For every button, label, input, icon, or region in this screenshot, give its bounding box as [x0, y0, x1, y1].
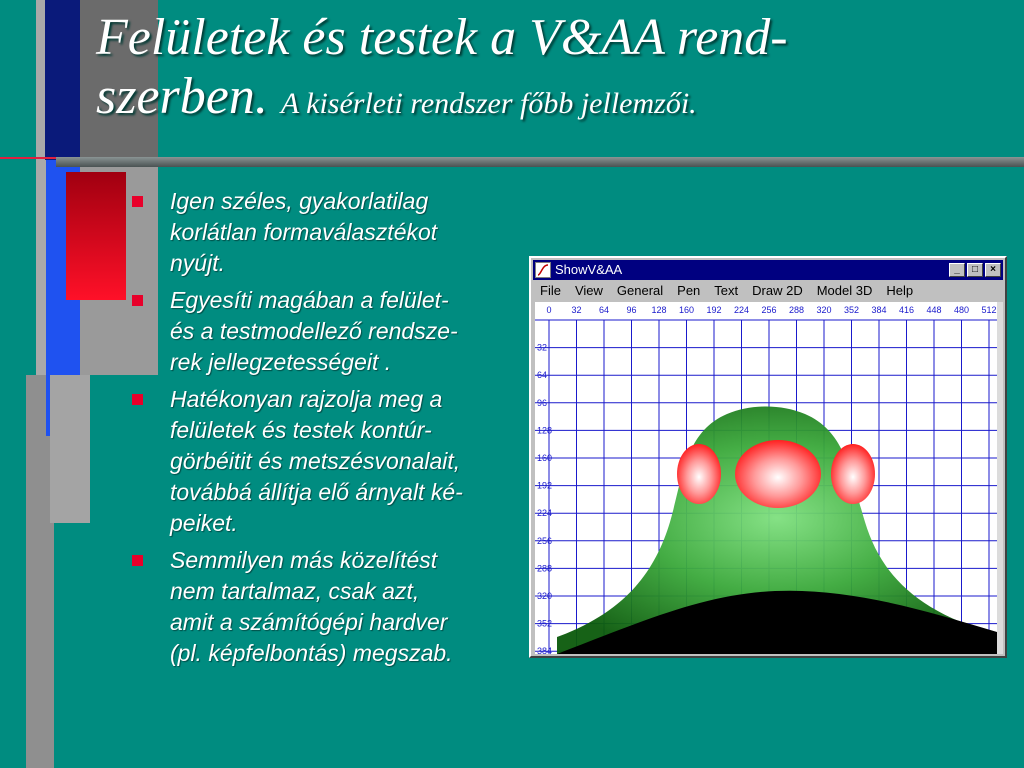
x-tick-label: 96 — [626, 305, 637, 315]
x-tick-label: 0 — [546, 305, 552, 315]
x-tick-label: 32 — [571, 305, 582, 315]
menu-text[interactable]: Text — [714, 283, 739, 298]
bullet-marker-icon — [132, 196, 143, 207]
title-line-1: Felületek és testek a V&AA rend- — [96, 9, 788, 66]
bullet-list — [130, 186, 530, 675]
bullet-item — [130, 545, 530, 669]
slide-title — [96, 8, 1016, 133]
red-highlight-center — [735, 440, 821, 508]
bullet-text: Egyesíti magában a felület- és a testmodellező rendsze- rek jellegzetességeit . — [170, 287, 458, 375]
menu-help[interactable]: Help — [886, 283, 914, 298]
bullet-item — [130, 285, 530, 378]
x-tick-label: 448 — [926, 305, 942, 315]
x-tick-label: 224 — [733, 305, 750, 315]
menu-general[interactable]: General — [616, 283, 664, 298]
y-tick-label: 32 — [537, 342, 548, 353]
red-highlight-right — [831, 444, 875, 504]
showvaa-window — [529, 256, 1007, 658]
menu-draw-2d[interactable]: Draw 2D — [752, 283, 803, 298]
x-tick-label: 192 — [706, 305, 722, 315]
menu-view[interactable]: View — [574, 283, 603, 298]
menu-model-3d[interactable]: Model 3D — [816, 283, 873, 298]
deco-bar-red — [66, 172, 126, 300]
deco-bar-navy — [45, 0, 80, 160]
surface-plot — [535, 302, 999, 654]
window-titlebar[interactable] — [533, 260, 1003, 280]
y-tick-label: 64 — [537, 370, 548, 381]
maximize-button[interactable]: □ — [967, 263, 983, 277]
x-tick-label: 64 — [598, 305, 610, 315]
drawing-area[interactable] — [535, 302, 999, 654]
y-tick-label: 320 — [537, 591, 553, 601]
deco-bar-gray-lower — [50, 375, 90, 523]
y-tick-label: 160 — [537, 453, 553, 463]
title-line-2 — [96, 68, 1016, 133]
title-subtitle: A kisérleti rendszer főbb jellemzői. — [280, 87, 697, 120]
red-highlight-left — [677, 444, 721, 504]
y-tick-label: 192 — [537, 480, 553, 491]
y-tick-label: 256 — [537, 535, 553, 546]
x-tick-label: 384 — [871, 305, 887, 315]
x-tick-label: 352 — [843, 305, 860, 315]
x-tick-label: 320 — [816, 305, 832, 315]
app-icon[interactable] — [535, 262, 551, 278]
x-tick-label: 512 — [981, 305, 997, 315]
bullet-text: Hatékonyan rajzolja meg a felületek és testek kontúr- görbéitit és metszésvonalait, továbbá állítja elő árnyalt ké- peiket. — [170, 386, 463, 536]
title-line-2-text: szerben. — [96, 68, 268, 125]
y-tick-label: 288 — [537, 563, 553, 574]
minimize-button[interactable]: _ — [949, 263, 965, 277]
menu-file[interactable]: File — [540, 283, 561, 298]
y-tick-label: 352 — [537, 618, 553, 629]
bullet-text: Semmilyen más közelítést nem tartalmaz, csak azt, amit a számítógépi hardver (pl. képfelbontás) megszab. — [170, 547, 453, 666]
x-tick-label: 416 — [898, 305, 915, 315]
x-tick-label: 256 — [761, 305, 777, 315]
menu-bar — [533, 281, 1003, 301]
x-tick-label: 480 — [953, 305, 970, 315]
bullet-text: Igen széles, gyakorlatilag korlátlan formaválasztékot nyújt. — [170, 188, 438, 276]
y-tick-label: 384 — [537, 646, 553, 654]
bullet-marker-icon — [132, 295, 143, 306]
y-tick-label: 224 — [537, 508, 553, 519]
bullet-marker-icon — [132, 555, 143, 566]
x-tick-label: 288 — [788, 305, 805, 315]
y-tick-label: 128 — [537, 425, 553, 436]
bullet-item — [130, 186, 530, 279]
window-title: ShowV&AA — [555, 262, 623, 277]
menu-pen[interactable]: Pen — [677, 283, 701, 298]
x-axis-ticks — [546, 305, 996, 315]
bullet-marker-icon — [132, 394, 143, 405]
close-button[interactable]: × — [985, 263, 1001, 277]
vertical-scrollbar[interactable] — [997, 302, 1003, 654]
y-tick-label: 96 — [537, 397, 548, 408]
x-tick-label: 160 — [678, 305, 695, 315]
y-axis-ticks — [537, 343, 552, 654]
bullet-item — [130, 384, 530, 539]
title-underline — [56, 157, 1024, 167]
x-tick-label: 128 — [651, 305, 667, 315]
